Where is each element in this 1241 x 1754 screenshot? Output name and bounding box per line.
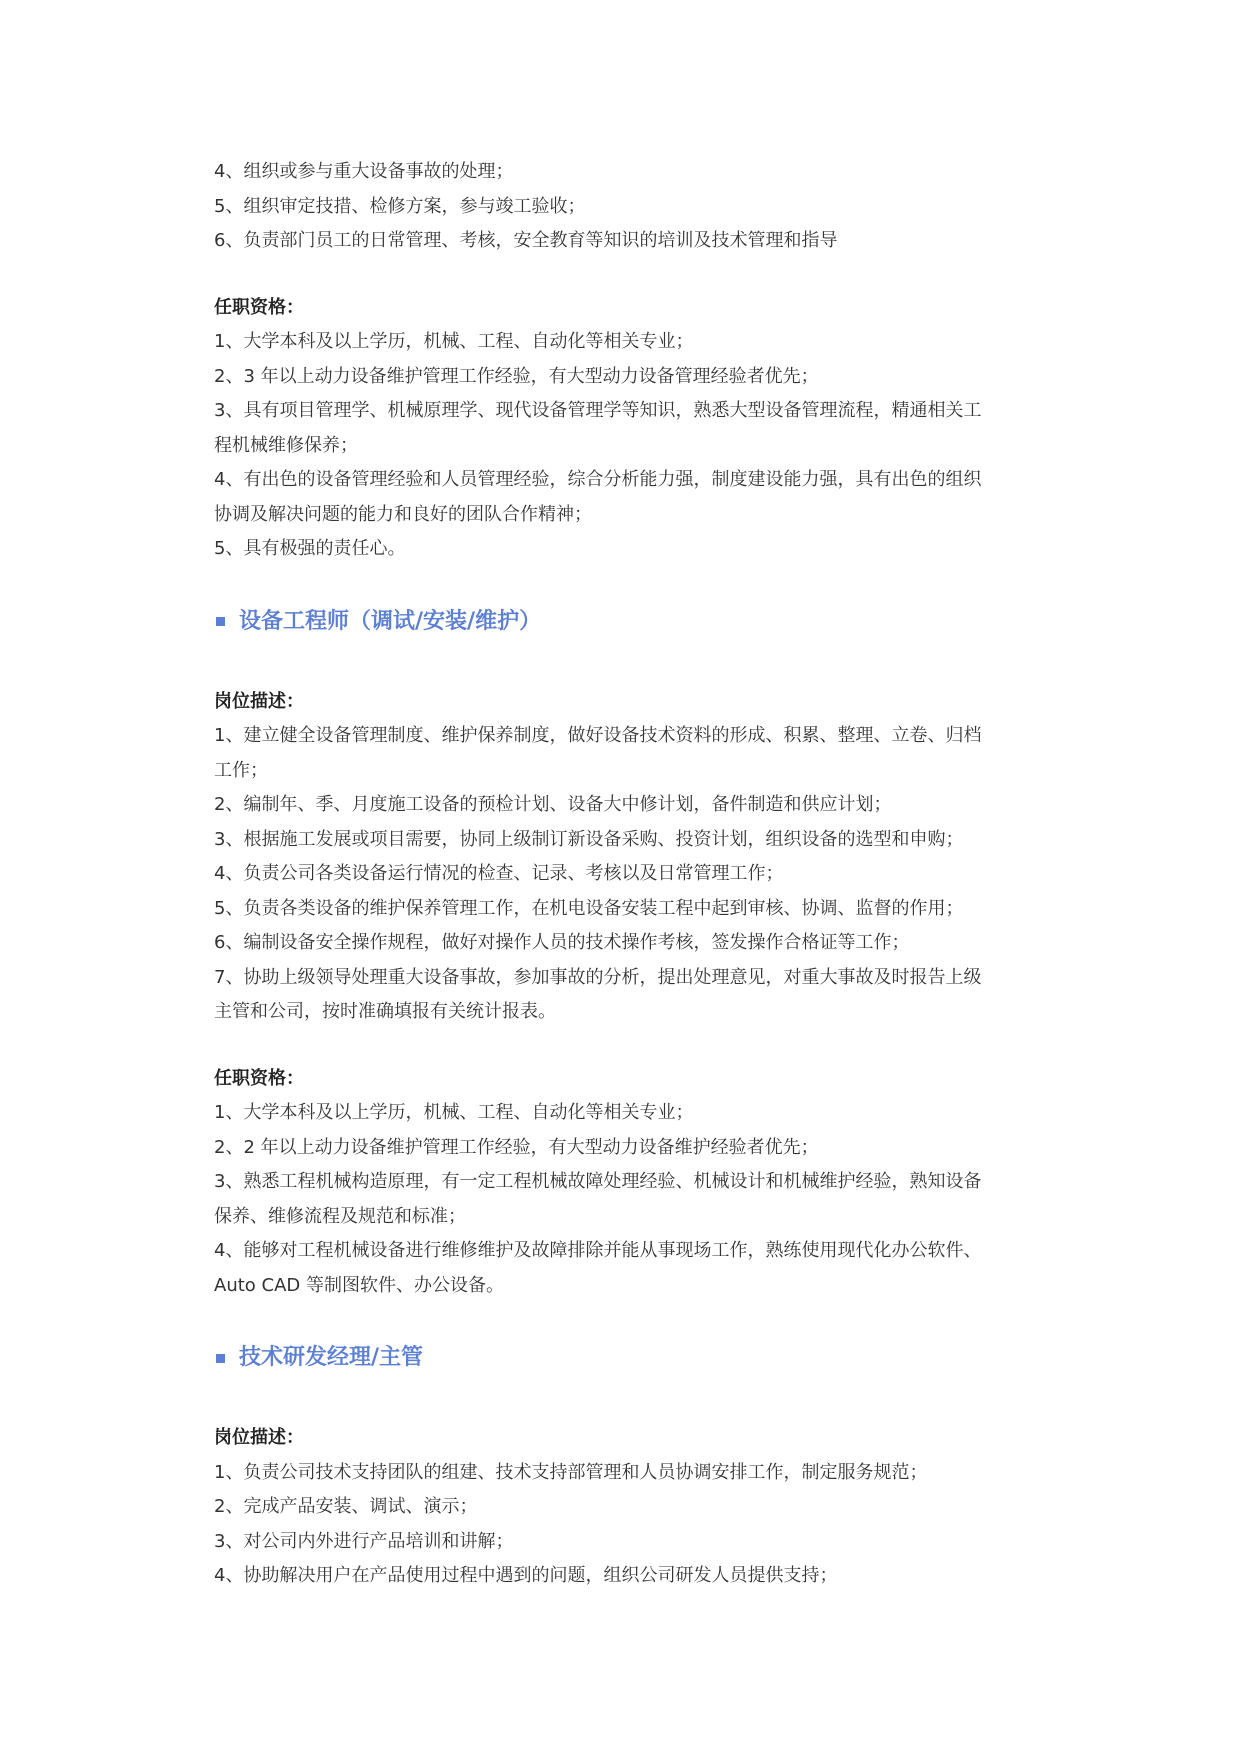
duty-item: 7、协助上级领导处理重大设备事故，参加事故的分析，提出处理意见，对重大事故及时报告上级 (214, 966, 982, 988)
qual-item: 3、熟悉工程机械构造原理，有一定工程机械故障处理经验、机械设计和机械维护经验，熟知设备 (214, 1171, 982, 1192)
qual-item: 2、3 年以上动力设备维护管理工作经验，有大型动力设备管理经验者优先； (214, 365, 819, 387)
qual-item: 保养、维修流程及规范和标准； (214, 1205, 466, 1227)
section2-desc-label: 岗位描述： (214, 690, 304, 712)
duty-item: 4、协助解决用户在产品使用过程中遇到的问题，组织公司研发人员提供支持； (214, 1565, 838, 1586)
qual-item: 3、具有项目管理学、机械原理学、现代设备管理学等知识，熟悉大型设备管理流程，精通相关工 (214, 400, 982, 421)
section2-title: 设备工程师（调试/安装/维护） (239, 608, 542, 634)
duty-item: 6、编制设备安全操作规程，做好对操作人员的技术操作考核，签发操作合格证等工作； (214, 932, 910, 953)
section1-qualifications (214, 325, 1024, 567)
square-bullet-icon (216, 617, 225, 626)
duty-item: 主管和公司，按时准确填报有关统计报表。 (214, 1001, 556, 1022)
section3-heading (214, 1341, 1024, 1375)
duty-item: 3、根据施工发展或项目需要，协同上级制订新设备采购、投资计划，组织设备的选型和申购； (214, 828, 964, 850)
duty-item: 6、负责部门员工的日常管理、考核，安全教育等知识的培训及技术管理和指导 (214, 230, 838, 251)
document-page (214, 155, 1024, 1594)
duty-item: 5、负责各类设备的维护保养管理工作，在机电设备安装工程中起到审核、协调、监督的作用； (214, 897, 964, 919)
section2-duties (214, 719, 1024, 1030)
qual-item: 1、大学本科及以上学历，机械、工程、自动化等相关专业； (214, 331, 694, 352)
section3-title: 技术研发经理/主管 (239, 1345, 424, 1370)
section3-duties (214, 1456, 1024, 1594)
qual-item: 4、能够对工程机械设备进行维修维护及故障排除并能从事现场工作，熟练使用现代化办公软件、 (214, 1240, 982, 1261)
qual-item: Auto CAD 等制图软件、办公设备。 (214, 1274, 504, 1296)
duty-item: 4、负责公司各类设备运行情况的检查、记录、考核以及日常管理工作； (214, 863, 784, 884)
section1-qual-label: 任职资格： (214, 296, 304, 318)
qual-item: 1、大学本科及以上学历，机械、工程、自动化等相关专业； (214, 1102, 694, 1123)
duty-item: 5、组织审定技措、检修方案，参与竣工验收； (214, 195, 586, 217)
qual-item: 协调及解决问题的能力和良好的团队合作精神； (214, 503, 592, 525)
duty-item: 3、对公司内外进行产品培训和讲解； (214, 1530, 514, 1552)
section2-qual-label: 任职资格： (214, 1067, 304, 1089)
qual-item: 4、有出色的设备管理经验和人员管理经验，综合分析能力强，制度建设能力强，具有出色的组织 (214, 469, 982, 490)
qual-item: 5、具有极强的责任心。 (214, 538, 406, 559)
qual-item: 2、2 年以上动力设备维护管理工作经验，有大型动力设备维护经验者优先； (214, 1136, 819, 1158)
duty-item: 4、组织或参与重大设备事故的处理； (214, 161, 514, 182)
duty-item: 2、编制年、季、月度施工设备的预检计划、设备大中修计划，备件制造和供应计划； (214, 794, 892, 815)
section2-qualifications (214, 1096, 1024, 1303)
duty-item: 2、完成产品安装、调试、演示； (214, 1496, 478, 1517)
section2-heading (214, 605, 1024, 639)
square-bullet-icon (216, 1354, 225, 1363)
duty-item: 1、建立健全设备管理制度、维护保养制度，做好设备技术资料的形成、积累、整理、立卷、归档 (214, 725, 982, 746)
section1-duties-tail (214, 155, 1024, 259)
section3-desc-label: 岗位描述： (214, 1427, 304, 1448)
duty-item: 1、负责公司技术支持团队的组建、技术支持部管理和人员协调安排工作，制定服务规范； (214, 1461, 928, 1483)
duty-item: 工作； (214, 759, 268, 781)
qual-item: 程机械维修保养； (214, 434, 358, 456)
